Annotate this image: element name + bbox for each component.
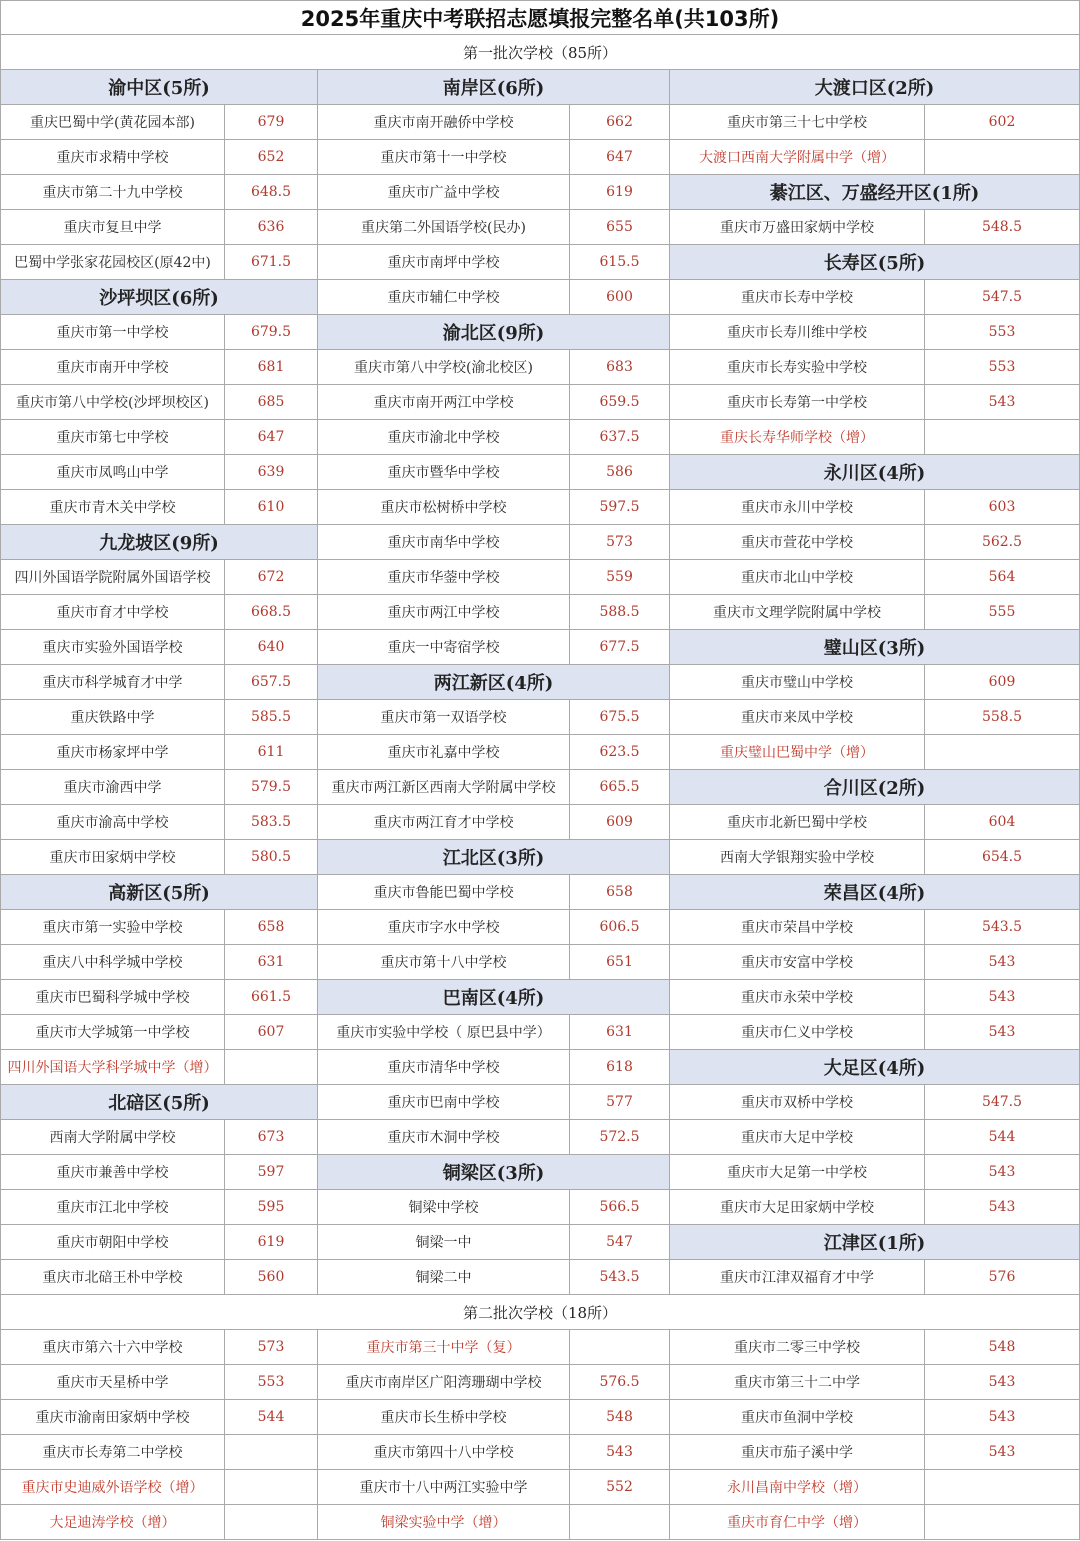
school-name: 重庆市第一双语学校 — [318, 700, 570, 735]
cutoff-score: 668.5 — [225, 595, 318, 630]
cutoff-score: 585.5 — [225, 700, 318, 735]
cutoff-score: 623.5 — [570, 735, 670, 770]
cutoff-score: 548 — [570, 1400, 670, 1435]
school-name: 重庆市巴南中学校 — [318, 1085, 570, 1120]
cutoff-score: 576.5 — [570, 1365, 670, 1400]
school-name: 重庆市璧山中学校 — [670, 665, 925, 700]
cutoff-score — [225, 1505, 318, 1540]
school-name: 重庆市长寿实验中学校 — [670, 350, 925, 385]
district-header: 北碚区(5所) — [0, 1085, 318, 1120]
cutoff-score: 586 — [570, 455, 670, 490]
cutoff-score: 579.5 — [225, 770, 318, 805]
school-name: 重庆市渝西中学 — [0, 770, 225, 805]
school-name: 重庆市科学城育才中学 — [0, 665, 225, 700]
school-name: 重庆市育仁中学（增） — [670, 1505, 925, 1540]
cutoff-score — [225, 1470, 318, 1505]
school-name: 重庆市长寿第一中学校 — [670, 385, 925, 420]
school-name: 重庆市鲁能巴蜀中学校 — [318, 875, 570, 910]
cutoff-score: 647 — [570, 140, 670, 175]
school-name: 重庆市渝高中学校 — [0, 805, 225, 840]
school-name: 重庆璧山巴蜀中学（增） — [670, 735, 925, 770]
school-name: 铜梁实验中学（增） — [318, 1505, 570, 1540]
school-name: 重庆市大足中学校 — [670, 1120, 925, 1155]
school-name: 四川外国语学院附属外国语学校 — [0, 560, 225, 595]
page-title: 2025年重庆中考联招志愿填报完整名单(共103所) — [0, 0, 1080, 35]
school-name: 重庆市两江育才中学校 — [318, 805, 570, 840]
cutoff-score: 553 — [925, 350, 1080, 385]
cutoff-score: 573 — [570, 525, 670, 560]
school-name: 重庆市两江新区西南大学附属中学校 — [318, 770, 570, 805]
cutoff-score: 615.5 — [570, 245, 670, 280]
cutoff-score: 543 — [570, 1435, 670, 1470]
district-header: 巴南区(4所) — [318, 980, 670, 1015]
cutoff-score: 562.5 — [925, 525, 1080, 560]
school-name: 重庆市木洞中学校 — [318, 1120, 570, 1155]
cutoff-score: 553 — [925, 315, 1080, 350]
cutoff-score: 576 — [925, 1260, 1080, 1295]
cutoff-score: 672 — [225, 560, 318, 595]
school-name: 重庆市长寿中学校 — [670, 280, 925, 315]
school-name: 重庆铁路中学 — [0, 700, 225, 735]
school-name: 重庆市南岸区广阳湾珊瑚中学校 — [318, 1365, 570, 1400]
cutoff-score: 543 — [925, 1015, 1080, 1050]
cutoff-score — [225, 1050, 318, 1085]
school-name: 重庆市南开中学校 — [0, 350, 225, 385]
school-name: 重庆市安富中学校 — [670, 945, 925, 980]
cutoff-score: 685 — [225, 385, 318, 420]
cutoff-score — [570, 1505, 670, 1540]
cutoff-score — [925, 420, 1080, 455]
cutoff-score: 547.5 — [925, 280, 1080, 315]
school-name: 重庆市广益中学校 — [318, 175, 570, 210]
cutoff-score: 543 — [925, 385, 1080, 420]
school-name: 重庆市江北中学校 — [0, 1190, 225, 1225]
cutoff-score: 560 — [225, 1260, 318, 1295]
school-name: 重庆市大学城第一中学校 — [0, 1015, 225, 1050]
cutoff-score: 673 — [225, 1120, 318, 1155]
school-name: 重庆市万盛田家炳中学校 — [670, 210, 925, 245]
cutoff-score: 611 — [225, 735, 318, 770]
cutoff-score: 597 — [225, 1155, 318, 1190]
school-name: 重庆市暨华中学校 — [318, 455, 570, 490]
cutoff-score: 558.5 — [925, 700, 1080, 735]
cutoff-score: 573 — [225, 1330, 318, 1365]
cutoff-score: 658 — [570, 875, 670, 910]
cutoff-score: 681 — [225, 350, 318, 385]
cutoff-score: 631 — [570, 1015, 670, 1050]
school-name: 重庆市清华中学校 — [318, 1050, 570, 1085]
school-name: 重庆市第八中学校(沙坪坝校区) — [0, 385, 225, 420]
school-name: 重庆市北碚王朴中学校 — [0, 1260, 225, 1295]
school-name: 重庆市实验中学校（ 原巴县中学） — [318, 1015, 570, 1050]
district-header: 两江新区(4所) — [318, 665, 670, 700]
district-header: 江津区(1所) — [670, 1225, 1080, 1260]
school-name: 重庆市育才中学校 — [0, 595, 225, 630]
district-header: 九龙坡区(9所) — [0, 525, 318, 560]
school-name: 重庆市巴蜀科学城中学校 — [0, 980, 225, 1015]
school-name: 铜梁一中 — [318, 1225, 570, 1260]
cutoff-score — [925, 735, 1080, 770]
cutoff-score: 610 — [225, 490, 318, 525]
school-name: 大足迪涛学校（增） — [0, 1505, 225, 1540]
school-name: 重庆市仁义中学校 — [670, 1015, 925, 1050]
school-name: 重庆市兼善中学校 — [0, 1155, 225, 1190]
school-name: 重庆市二零三中学校 — [670, 1330, 925, 1365]
cutoff-score: 619 — [570, 175, 670, 210]
school-name: 重庆市第一中学校 — [0, 315, 225, 350]
cutoff-score: 543.5 — [570, 1260, 670, 1295]
school-name: 重庆第二外国语学校(民办) — [318, 210, 570, 245]
school-name: 重庆市凤鸣山中学 — [0, 455, 225, 490]
cutoff-score: 652 — [225, 140, 318, 175]
school-name: 重庆市第四十八中学校 — [318, 1435, 570, 1470]
cutoff-score: 677.5 — [570, 630, 670, 665]
school-name: 重庆一中寄宿学校 — [318, 630, 570, 665]
school-name: 重庆市第十八中学校 — [318, 945, 570, 980]
school-name: 重庆市长生桥中学校 — [318, 1400, 570, 1435]
school-name: 重庆市第二十九中学校 — [0, 175, 225, 210]
school-name: 重庆市天星桥中学 — [0, 1365, 225, 1400]
district-header: 长寿区(5所) — [670, 245, 1080, 280]
cutoff-score: 683 — [570, 350, 670, 385]
school-name: 重庆市永荣中学校 — [670, 980, 925, 1015]
cutoff-score: 588.5 — [570, 595, 670, 630]
school-name: 重庆市荣昌中学校 — [670, 910, 925, 945]
cutoff-score: 543 — [925, 1400, 1080, 1435]
cutoff-score: 606.5 — [570, 910, 670, 945]
school-name: 重庆市第八中学校(渝北校区) — [318, 350, 570, 385]
district-header: 铜梁区(3所) — [318, 1155, 670, 1190]
cutoff-score: 609 — [570, 805, 670, 840]
school-name: 重庆市松树桥中学校 — [318, 490, 570, 525]
cutoff-score: 603 — [925, 490, 1080, 525]
school-name: 重庆市朝阳中学校 — [0, 1225, 225, 1260]
school-name: 重庆市永川中学校 — [670, 490, 925, 525]
cutoff-score — [925, 1505, 1080, 1540]
cutoff-score: 604 — [925, 805, 1080, 840]
district-header: 綦江区、万盛经开区(1所) — [670, 175, 1080, 210]
cutoff-score: 647 — [225, 420, 318, 455]
school-name: 重庆市茄子溪中学 — [670, 1435, 925, 1470]
cutoff-score — [925, 1470, 1080, 1505]
school-name: 四川外国语大学科学城中学（增） — [0, 1050, 225, 1085]
district-header: 高新区(5所) — [0, 875, 318, 910]
cutoff-score: 572.5 — [570, 1120, 670, 1155]
cutoff-score: 564 — [925, 560, 1080, 595]
cutoff-score: 619 — [225, 1225, 318, 1260]
school-name: 西南大学银翔实验中学校 — [670, 840, 925, 875]
district-header: 合川区(2所) — [670, 770, 1080, 805]
school-name: 西南大学附属中学校 — [0, 1120, 225, 1155]
cutoff-score: 665.5 — [570, 770, 670, 805]
school-name: 重庆市长寿第二中学校 — [0, 1435, 225, 1470]
school-name: 重庆市第三十二中学 — [670, 1365, 925, 1400]
school-name: 重庆市双桥中学校 — [670, 1085, 925, 1120]
school-name: 重庆市字水中学校 — [318, 910, 570, 945]
cutoff-score: 547 — [570, 1225, 670, 1260]
cutoff-score: 648.5 — [225, 175, 318, 210]
cutoff-score: 548 — [925, 1330, 1080, 1365]
school-name: 重庆市第一实验中学校 — [0, 910, 225, 945]
school-name: 大渡口西南大学附属中学（增） — [670, 140, 925, 175]
school-name: 重庆长寿华师学校（增） — [670, 420, 925, 455]
district-header: 大足区(4所) — [670, 1050, 1080, 1085]
district-header: 永川区(4所) — [670, 455, 1080, 490]
cutoff-score: 637.5 — [570, 420, 670, 455]
batch-1-label: 第一批次学校（85所） — [0, 35, 1080, 70]
school-name: 巴蜀中学张家花园校区(原42中) — [0, 245, 225, 280]
school-name: 重庆市十八中两江实验中学 — [318, 1470, 570, 1505]
school-name: 重庆市北山中学校 — [670, 560, 925, 595]
cutoff-score: 679 — [225, 105, 318, 140]
district-header: 荣昌区(4所) — [670, 875, 1080, 910]
school-name: 重庆市大足第一中学校 — [670, 1155, 925, 1190]
cutoff-score: 631 — [225, 945, 318, 980]
school-name: 重庆市史迪威外语学校（增） — [0, 1470, 225, 1505]
school-name: 重庆市北新巴蜀中学校 — [670, 805, 925, 840]
school-name: 重庆市江津双福育才中学 — [670, 1260, 925, 1295]
cutoff-score: 607 — [225, 1015, 318, 1050]
cutoff-score: 639 — [225, 455, 318, 490]
cutoff-score: 543 — [925, 1155, 1080, 1190]
school-name: 重庆市两江中学校 — [318, 595, 570, 630]
school-name: 重庆市辅仁中学校 — [318, 280, 570, 315]
school-name: 重庆市长寿川维中学校 — [670, 315, 925, 350]
school-name: 重庆市南开两江中学校 — [318, 385, 570, 420]
school-name: 重庆八中科学城中学校 — [0, 945, 225, 980]
cutoff-score — [570, 1330, 670, 1365]
school-name: 重庆市南开融侨中学校 — [318, 105, 570, 140]
school-name: 重庆市杨家坪中学 — [0, 735, 225, 770]
cutoff-score: 543.5 — [925, 910, 1080, 945]
school-name: 铜梁二中 — [318, 1260, 570, 1295]
cutoff-score: 640 — [225, 630, 318, 665]
school-name: 重庆市渝南田家炳中学校 — [0, 1400, 225, 1435]
school-name: 重庆市第十一中学校 — [318, 140, 570, 175]
cutoff-score: 661.5 — [225, 980, 318, 1015]
cutoff-score: 543 — [925, 945, 1080, 980]
batch-2-label: 第二批次学校（18所） — [0, 1295, 1080, 1330]
cutoff-score: 602 — [925, 105, 1080, 140]
cutoff-score: 597.5 — [570, 490, 670, 525]
cutoff-score: 583.5 — [225, 805, 318, 840]
school-name: 重庆市第三十七中学校 — [670, 105, 925, 140]
cutoff-score: 543 — [925, 980, 1080, 1015]
school-name: 重庆巴蜀中学(黄花园本部) — [0, 105, 225, 140]
cutoff-score — [225, 1435, 318, 1470]
cutoff-score: 547.5 — [925, 1085, 1080, 1120]
district-header: 渝北区(9所) — [318, 315, 670, 350]
school-name: 重庆市礼嘉中学校 — [318, 735, 570, 770]
cutoff-score: 654.5 — [925, 840, 1080, 875]
school-name: 铜梁中学校 — [318, 1190, 570, 1225]
cutoff-score: 618 — [570, 1050, 670, 1085]
school-name: 重庆市青木关中学校 — [0, 490, 225, 525]
cutoff-score: 543 — [925, 1365, 1080, 1400]
cutoff-score: 577 — [570, 1085, 670, 1120]
cutoff-score: 553 — [225, 1365, 318, 1400]
cutoff-score: 552 — [570, 1470, 670, 1505]
school-name: 永川昌南中学校（增） — [670, 1470, 925, 1505]
cutoff-score: 595 — [225, 1190, 318, 1225]
school-name: 重庆市第三十中学（复） — [318, 1330, 570, 1365]
school-name: 重庆市实验外国语学校 — [0, 630, 225, 665]
cutoff-score: 657.5 — [225, 665, 318, 700]
school-name: 重庆市第六十六中学校 — [0, 1330, 225, 1365]
school-name: 重庆市田家炳中学校 — [0, 840, 225, 875]
cutoff-score: 671.5 — [225, 245, 318, 280]
school-name: 重庆市渝北中学校 — [318, 420, 570, 455]
school-name: 重庆市复旦中学 — [0, 210, 225, 245]
cutoff-score: 675.5 — [570, 700, 670, 735]
school-name: 重庆市南华中学校 — [318, 525, 570, 560]
school-name: 重庆市求精中学校 — [0, 140, 225, 175]
cutoff-score: 658 — [225, 910, 318, 945]
school-name: 重庆市华蓥中学校 — [318, 560, 570, 595]
cutoff-score: 636 — [225, 210, 318, 245]
cutoff-score: 655 — [570, 210, 670, 245]
cutoff-score: 559 — [570, 560, 670, 595]
district-header: 璧山区(3所) — [670, 630, 1080, 665]
cutoff-score: 544 — [925, 1120, 1080, 1155]
cutoff-score: 543 — [925, 1190, 1080, 1225]
district-header: 沙坪坝区(6所) — [0, 280, 318, 315]
school-name: 重庆市来凤中学校 — [670, 700, 925, 735]
cutoff-score — [925, 140, 1080, 175]
district-header: 江北区(3所) — [318, 840, 670, 875]
cutoff-score: 555 — [925, 595, 1080, 630]
school-name: 重庆市文理学院附属中学校 — [670, 595, 925, 630]
district-header: 南岸区(6所) — [318, 70, 670, 105]
cutoff-score: 600 — [570, 280, 670, 315]
cutoff-score: 544 — [225, 1400, 318, 1435]
school-name: 重庆市大足田家炳中学校 — [670, 1190, 925, 1225]
cutoff-score: 566.5 — [570, 1190, 670, 1225]
cutoff-score: 543 — [925, 1435, 1080, 1470]
cutoff-score: 548.5 — [925, 210, 1080, 245]
school-name: 重庆市鱼洞中学校 — [670, 1400, 925, 1435]
school-name: 重庆市第七中学校 — [0, 420, 225, 455]
cutoff-score: 580.5 — [225, 840, 318, 875]
cutoff-score: 662 — [570, 105, 670, 140]
cutoff-score: 651 — [570, 945, 670, 980]
cutoff-score: 609 — [925, 665, 1080, 700]
school-name: 重庆市萱花中学校 — [670, 525, 925, 560]
district-header: 渝中区(5所) — [0, 70, 318, 105]
cutoff-score: 679.5 — [225, 315, 318, 350]
district-header: 大渡口区(2所) — [670, 70, 1080, 105]
school-name: 重庆市南坪中学校 — [318, 245, 570, 280]
cutoff-score: 659.5 — [570, 385, 670, 420]
